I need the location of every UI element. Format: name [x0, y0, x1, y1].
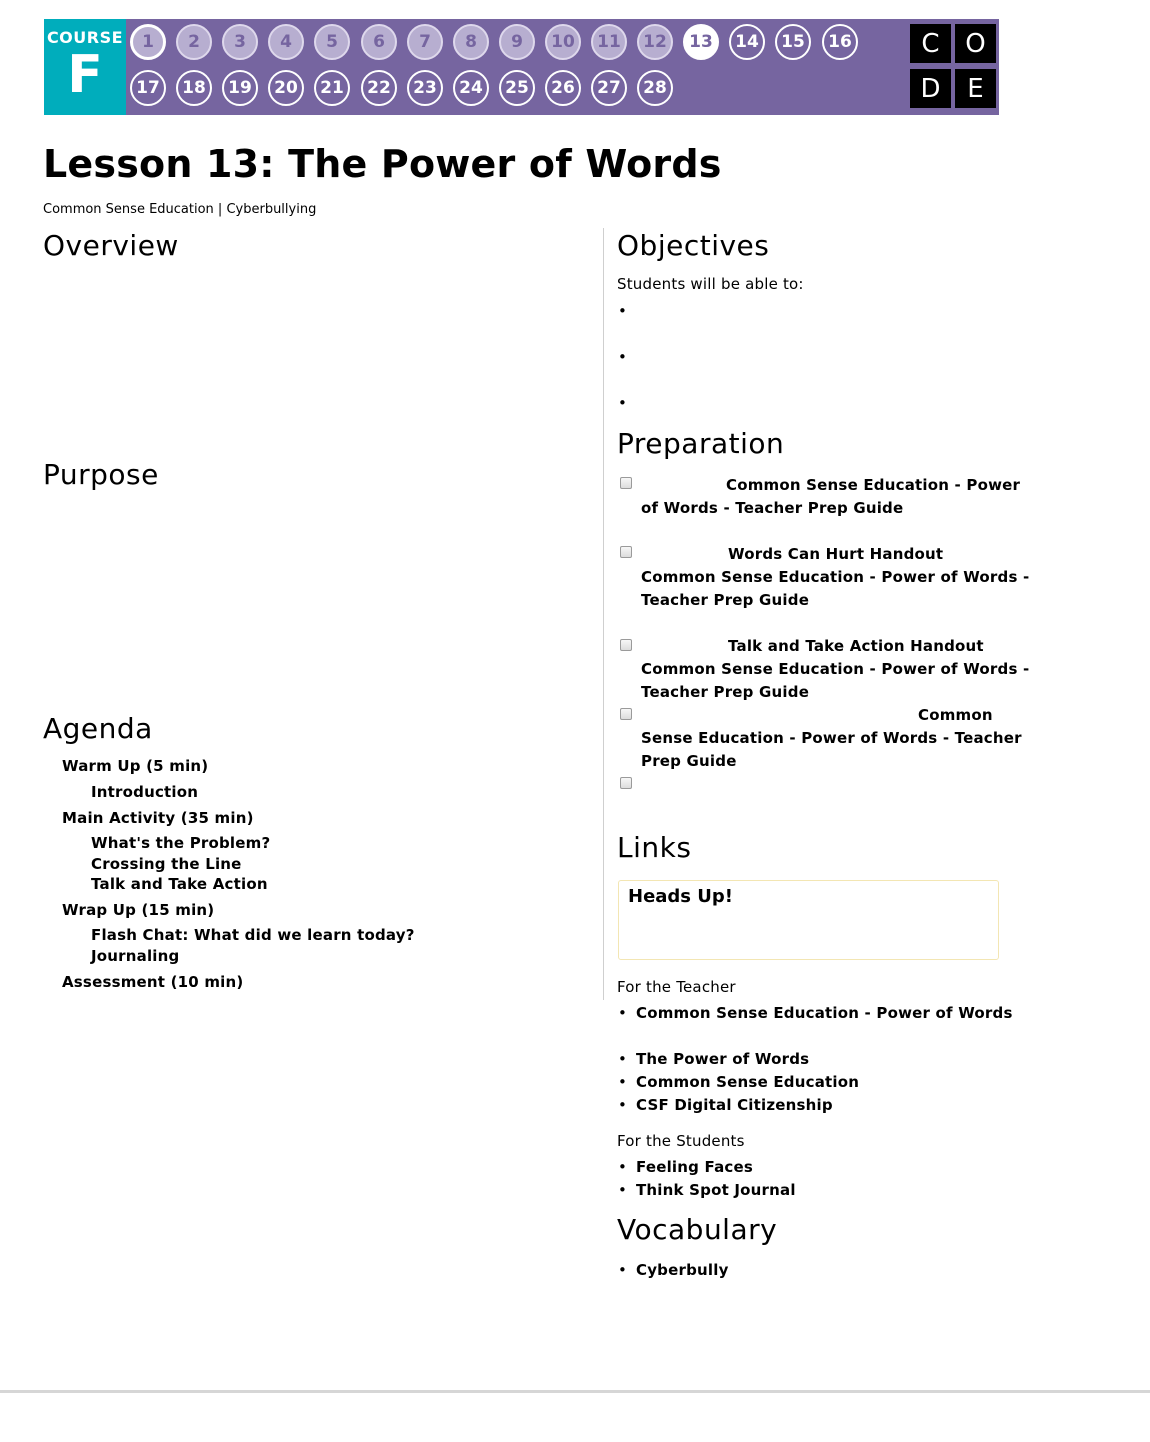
lesson-bubble-8[interactable]: 8	[453, 24, 489, 60]
lesson-bubble-26[interactable]: 26	[545, 70, 581, 106]
logo-letter-o: O	[955, 24, 996, 63]
lesson-bubble-15[interactable]: 15	[775, 24, 811, 60]
agenda-item[interactable]: Warm Up (5 min)	[62, 757, 209, 775]
teacher-link[interactable]: Common Sense Education - Power of Words	[636, 1004, 1013, 1022]
breadcrumb-separator: |	[213, 202, 227, 217]
links-heading: Links	[617, 831, 692, 864]
agenda-subitem[interactable]: Introduction	[91, 783, 199, 801]
link-bullet: •	[618, 1073, 627, 1091]
prep-item-line[interactable]: Common Sense Education - Power of Words -	[641, 660, 1030, 678]
prep-item-line[interactable]: Teacher Prep Guide	[641, 591, 810, 609]
objectives-heading: Objectives	[617, 229, 770, 262]
source-link[interactable]: Common Sense Education	[43, 202, 214, 217]
student-link[interactable]: Think Spot Journal	[636, 1181, 796, 1199]
lesson-bubble-11[interactable]: 11	[591, 24, 627, 60]
lesson-bubble-1[interactable]: 1	[130, 24, 166, 60]
purpose-heading: Purpose	[43, 458, 159, 491]
breadcrumb	[43, 202, 316, 217]
prep-item-line[interactable]: Common	[918, 706, 993, 724]
lesson-bubble-9[interactable]: 9	[499, 24, 535, 60]
link-bullet: •	[618, 1181, 627, 1199]
agenda-subitem[interactable]: What's the Problem?	[91, 834, 271, 852]
objective-bullet: •	[618, 394, 627, 412]
prep-item-line[interactable]: Sense Education - Power of Words - Teacher	[641, 729, 1022, 747]
lesson-progress-bubbles	[130, 19, 900, 115]
link-bullet: •	[618, 1096, 627, 1114]
objectives-intro: Students will be able to:	[617, 275, 804, 293]
footer-divider	[0, 1390, 1150, 1393]
heads-up-title: Heads Up!	[628, 886, 733, 907]
teacher-link[interactable]: Common Sense Education	[636, 1073, 860, 1091]
vocabulary-heading: Vocabulary	[617, 1213, 778, 1246]
prep-item-line[interactable]: Prep Guide	[641, 752, 737, 770]
lesson-bubble-4[interactable]: 4	[268, 24, 304, 60]
agenda-subitem[interactable]: Journaling	[91, 947, 180, 965]
prep-checkbox[interactable]	[620, 639, 632, 651]
course-letter: F	[67, 45, 103, 105]
vocab-term[interactable]: Cyberbully	[636, 1261, 729, 1279]
agenda-item[interactable]: Assessment (10 min)	[62, 973, 244, 991]
lesson-bubble-6[interactable]: 6	[361, 24, 397, 60]
objective-bullet: •	[618, 348, 627, 366]
lesson-bubble-13[interactable]: 13	[683, 24, 719, 60]
course-label: COURSE	[46, 28, 124, 47]
lesson-bubble-16[interactable]: 16	[822, 24, 858, 60]
prep-checkbox[interactable]	[620, 477, 632, 489]
for-teacher-label: For the Teacher	[617, 978, 736, 996]
prep-item-line[interactable]: Talk and Take Action Handout	[728, 637, 984, 655]
agenda-subitem[interactable]: Talk and Take Action	[91, 875, 268, 893]
prep-item-line[interactable]: Common Sense Education - Power	[726, 476, 1021, 494]
lesson-bubble-20[interactable]: 20	[268, 70, 304, 106]
link-bullet: •	[618, 1050, 627, 1068]
prep-checkbox[interactable]	[620, 708, 632, 720]
prep-item-line[interactable]: of Words - Teacher Prep Guide	[641, 499, 904, 517]
logo-letter-c: C	[910, 24, 951, 63]
lesson-bubble-5[interactable]: 5	[314, 24, 350, 60]
page-title: Lesson 13: The Power of Words	[43, 142, 722, 186]
link-bullet: •	[618, 1158, 627, 1176]
topic-link[interactable]: Cyberbullying	[226, 202, 317, 217]
teacher-link[interactable]: The Power of Words	[636, 1050, 810, 1068]
lesson-bubble-17[interactable]: 17	[130, 70, 166, 106]
link-bullet: •	[618, 1004, 627, 1022]
lesson-bubble-7[interactable]: 7	[407, 24, 443, 60]
lesson-bubble-12[interactable]: 12	[637, 24, 673, 60]
prep-item-line[interactable]: Words Can Hurt Handout	[728, 545, 944, 563]
agenda-subitem[interactable]: Crossing the Line	[91, 855, 242, 873]
lesson-bubble-24[interactable]: 24	[453, 70, 489, 106]
lesson-bubble-21[interactable]: 21	[314, 70, 350, 106]
heads-up-callout	[618, 880, 999, 960]
lesson-bubble-18[interactable]: 18	[176, 70, 212, 106]
agenda-subitem[interactable]: Flash Chat: What did we learn today?	[91, 926, 415, 944]
objective-bullet: •	[618, 302, 627, 320]
prep-item-line[interactable]: Common Sense Education - Power of Words -	[641, 568, 1030, 586]
lesson-bubble-2[interactable]: 2	[176, 24, 212, 60]
prep-item-line[interactable]: Teacher Prep Guide	[641, 683, 810, 701]
lesson-bubble-3[interactable]: 3	[222, 24, 258, 60]
teacher-link[interactable]: CSF Digital Citizenship	[636, 1096, 833, 1114]
code-org-logo[interactable]	[910, 24, 996, 110]
student-link[interactable]: Feeling Faces	[636, 1158, 753, 1176]
lesson-bubble-10[interactable]: 10	[545, 24, 581, 60]
lesson-bubble-25[interactable]: 25	[499, 70, 535, 106]
vocab-bullet: •	[618, 1261, 627, 1279]
prep-checkbox[interactable]	[620, 546, 632, 558]
prep-checkbox[interactable]	[620, 777, 632, 789]
for-students-label: For the Students	[617, 1132, 745, 1150]
lesson-bubble-28[interactable]: 28	[637, 70, 673, 106]
logo-letter-e: E	[955, 69, 996, 108]
course-badge[interactable]	[44, 19, 126, 115]
course-banner	[44, 19, 999, 115]
lesson-bubble-19[interactable]: 19	[222, 70, 258, 106]
column-divider	[603, 228, 604, 1000]
lesson-bubble-27[interactable]: 27	[591, 70, 627, 106]
overview-heading: Overview	[43, 229, 179, 262]
agenda-item[interactable]: Main Activity (35 min)	[62, 809, 254, 827]
lesson-bubble-22[interactable]: 22	[361, 70, 397, 106]
agenda-heading: Agenda	[43, 712, 153, 745]
agenda-item[interactable]: Wrap Up (15 min)	[62, 901, 215, 919]
lesson-bubble-23[interactable]: 23	[407, 70, 443, 106]
lesson-bubble-14[interactable]: 14	[729, 24, 765, 60]
logo-letter-d: D	[910, 69, 951, 108]
preparation-heading: Preparation	[617, 427, 785, 460]
